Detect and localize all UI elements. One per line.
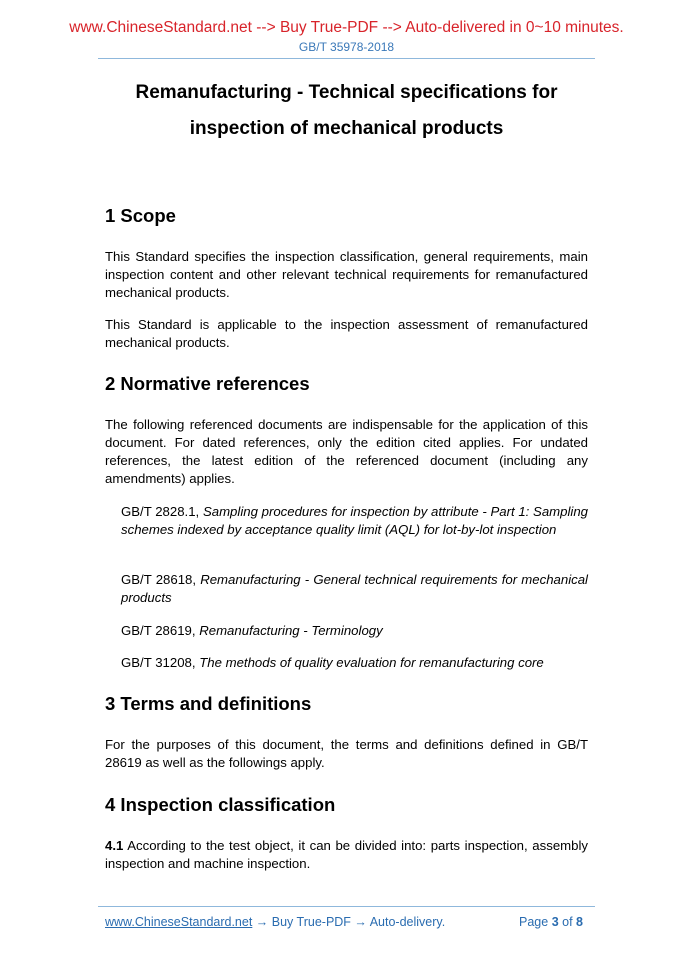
ref-code: GB/T 28618,	[121, 572, 197, 587]
footer	[105, 915, 583, 929]
promo-banner[interactable]: www.ChineseStandard.net --> Buy True-PDF --> Auto-delivered in 0~10 minutes.	[69, 19, 624, 36]
section-heading-terms: 3 Terms and definitions	[105, 693, 312, 714]
reference-item	[121, 622, 588, 640]
ref-title: The methods of quality evaluation for remanufacturing core	[199, 655, 544, 670]
header-divider	[98, 58, 595, 59]
section-heading-scope: 1 Scope	[105, 205, 176, 226]
standard-code: GB/T 35978-2018	[298, 40, 395, 54]
total-pages: 8	[576, 915, 583, 929]
footer-text: → Buy True-PDF → Auto-delivery.	[252, 915, 446, 929]
doc-title-line1: Remanufacturing - Technical specifications for	[135, 82, 558, 103]
scope-paragraph-2: This Standard is applicable to the inspection assessment of remanufactured mechanical products.	[105, 317, 588, 350]
ref-code: GB/T 31208,	[121, 655, 196, 670]
clause-number: 4.1	[105, 838, 124, 853]
page-label: Page	[519, 915, 549, 929]
current-page: 3	[551, 915, 559, 929]
normative-paragraph: The following referenced documents are indispensable for the application of this document. For dated references, only the edition cited applies. For undated references, the latest edition of the referenced document (including any amendments) applies.	[105, 417, 588, 486]
clause-4-1	[105, 837, 588, 873]
footer-divider	[98, 906, 595, 907]
ref-title: Sampling procedures for inspection by attribute - Part 1: Sampling schemes indexed by acceptance quality limit (AQL) for lot-by-lot inspection	[121, 504, 589, 537]
section-heading-classification: 4 Inspection classification	[105, 794, 336, 815]
doc-title-line2: inspection of mechanical products	[189, 118, 504, 139]
of-label: of	[562, 915, 573, 929]
ref-title: Remanufacturing - Terminology	[199, 623, 383, 638]
reference-item	[121, 571, 588, 607]
section-heading-normative: 2 Normative references	[105, 373, 310, 394]
clause-text: According to the test object, it can be divided into: parts inspection, assembly inspection and machine inspection.	[105, 838, 588, 871]
scope-paragraph-1: This Standard specifies the inspection classification, general requirements, main inspection content and other relevant technical requirements for remanufactured mechanical products.	[105, 249, 588, 300]
footer-promo	[105, 915, 445, 929]
page-indicator	[519, 915, 583, 929]
reference-item	[121, 503, 588, 539]
terms-paragraph: For the purposes of this document, the terms and definitions defined in GB/T 28619 as well as the followings apply.	[105, 737, 588, 770]
reference-item	[121, 654, 588, 672]
ref-code: GB/T 2828.1,	[121, 504, 200, 519]
ref-code: GB/T 28619,	[121, 623, 196, 638]
ref-title: Remanufacturing - General technical requirements for mechanical products	[121, 572, 588, 605]
footer-link[interactable]: www.ChineseStandard.net	[105, 915, 253, 929]
